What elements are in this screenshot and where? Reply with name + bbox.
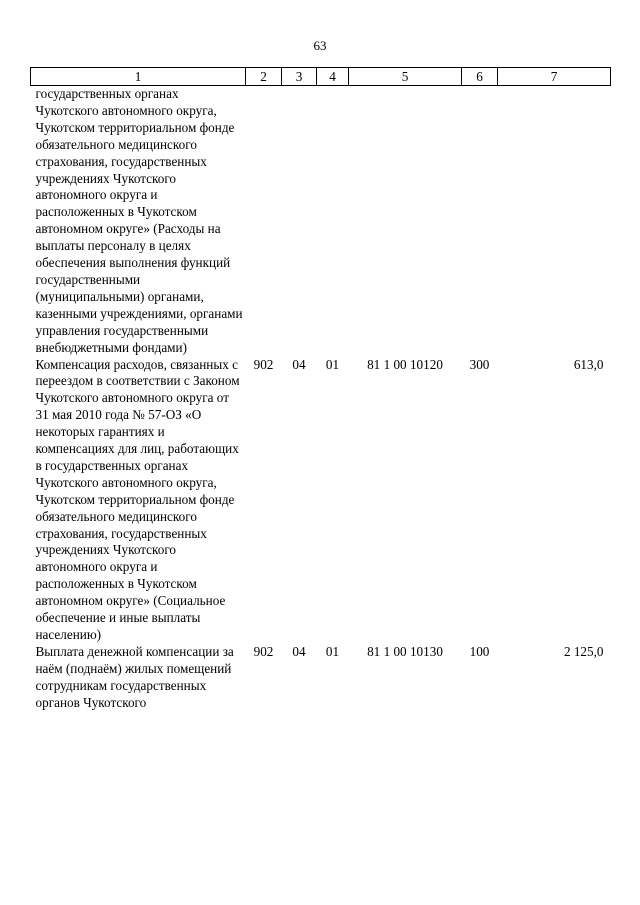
row-expense-type — [462, 86, 498, 357]
header-col-3: 3 — [282, 68, 317, 86]
row-ministry: 902 — [253, 356, 274, 372]
header-row — [31, 68, 611, 86]
row-subsection — [317, 86, 349, 357]
row-subsection: 01 — [325, 356, 340, 372]
row-amount — [498, 86, 611, 357]
row-ministry: 902 — [253, 643, 274, 659]
table-row — [31, 86, 611, 357]
row-amount: 613,0 — [573, 356, 604, 372]
header-col-2: 2 — [246, 68, 282, 86]
row-name: государственных органах Чукотского автономного округа, Чукотском территориальном фонде обязательного медицинского страхования, государственных учреждениях Чукотского автономного округа и расположенных в Чукотском автономном округе» (Расходы на выплаты персоналу в целях обеспечения выполнения функций государственными (муниципальными) органами, казенными учреждениями, органами управления государственными внебюджетными фондами) — [35, 86, 243, 355]
table-body — [31, 86, 611, 712]
row-name: Выплата денежной компенсации за наём (поднаём) жилых помещений сотрудникам государственных органов Чукотского — [35, 643, 234, 710]
table-row — [31, 644, 611, 712]
budget-table — [30, 67, 611, 712]
row-subsection: 01 — [325, 643, 340, 659]
page-number: 63 — [313, 38, 327, 53]
row-section: 04 — [292, 643, 306, 659]
row-ministry — [246, 86, 282, 357]
row-target: 81 1 00 10130 — [367, 643, 443, 659]
row-section: 04 — [292, 356, 306, 372]
row-expense-type: 300 — [469, 356, 490, 372]
table-row — [31, 357, 611, 644]
row-target — [349, 86, 462, 357]
table-header — [31, 68, 611, 86]
row-amount: 2 125,0 — [563, 643, 604, 659]
header-col-5: 5 — [349, 68, 462, 86]
header-col-7: 7 — [498, 68, 611, 86]
row-expense-type: 100 — [469, 643, 490, 659]
header-col-6: 6 — [462, 68, 498, 86]
row-section — [282, 86, 317, 357]
row-target: 81 1 00 10120 — [367, 356, 443, 372]
header-col-1: 1 — [31, 68, 246, 86]
row-name: Компенсация расходов, связанных с переездом в соответствии с Законом Чукотского автономного округа от 31 мая 2010 года № 57-ОЗ «О некоторых гарантиях и компенсациях для лиц, работающих в государственных органах Чукотского автономного округа, Чукотском территориальном фонде обязательного медицинского страхования, государственных учреждениях Чукотского автономного округа и расположенных в Чукотском автономном округе» (Социальное обеспечение и иные выплаты населению) — [35, 356, 240, 642]
header-col-4: 4 — [317, 68, 349, 86]
